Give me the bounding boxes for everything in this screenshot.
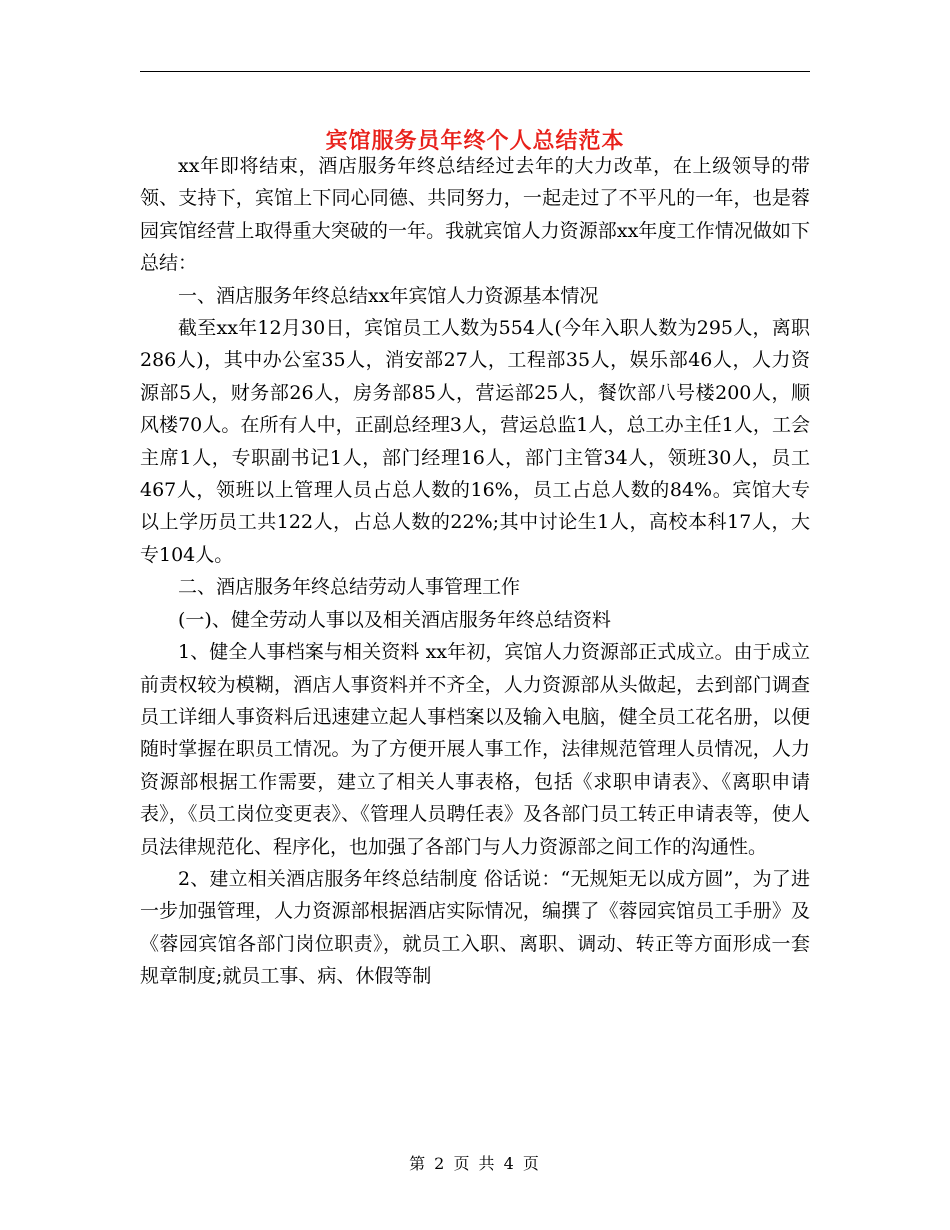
subsection-heading-1: (一)、健全劳动人事以及相关酒店服务年终总结资料 [178,608,611,631]
paragraph-intro: xx年即将结束，酒店服务年终总结经过去年的大力改革，在上级领导的带领、支持下，宾馆上下同心同德、共同努力，一起走过了不平凡的一年，也是蓉园宾馆经营上取得重大突破的一年。我就宾馆人力资源部xx年度工作情况做如下总结： [140,155,810,275]
header-rule [140,71,810,72]
paragraph-staff-statistics: 截至xx年12月30日，宾馆员工人数为554人(今年入职人数为295人，离职286人)，其中办公室35人，消安部27人，工程部35人，娱乐部46人，人力资源部5人，财务部26人，房务部85人，营运部25人，餐饮部八号楼200人，顺风楼70人。在所有人中，正副总经理3人，营运总监1人，总工办主任1人，工会主席1人，专职副书记1人，部门经理16人，部门主管34人，领班30人，员工467人，领班以上管理人员占总人数的16%，员工占总人数的84%。宾馆大专以上学历员工共122人，占总人数的22%;其中讨论生1人，高校本科17人，大专104人。 [140,317,810,566]
section-heading-2: 二、酒店服务年终总结劳动人事管理工作 [178,576,521,599]
section-heading-1: 一、酒店服务年终总结xx年宾馆人力资源基本情况 [178,284,599,307]
paragraph-regulations: 2、建立相关酒店服务年终总结制度 俗话说：“无规矩无以成方圆”，为了进一步加强管理，人力资源部根据酒店实际情况，编撰了《蓉园宾馆员工手册》及《蓉园宾馆各部门岗位职责》，就员工入职、离职、调动、转正等方面形成一套规章制度;就员工事、病、休假等制 [140,867,810,988]
document-body [140,150,810,993]
document-title: 宾馆服务员年终个人总结范本 [325,127,625,154]
page-number: 第 2 页 共 4 页 [409,1154,541,1173]
paragraph-personnel-files: 1、健全人事档案与相关资料 xx年初，宾馆人力资源部正式成立。由于成立前责权较为模糊，酒店人事资料并不齐全，人力资源部从头做起，去到部门调查员工详细人事资料后迅速建立起人事档案以及输入电脑，健全员工花名册，以便随时掌握在职员工情况。为了方便开展人事工作，法律规范管理人员情况，人力资源部根据工作需要，建立了相关人事表格，包括《求职申请表》、《离职申请表》，《员工岗位变更表》、《管理人员聘任表》及各部门员工转正申请表等，使人员法律规范化、程序化，也加强了各部门与人力资源部之间工作的沟通性。 [140,641,810,858]
